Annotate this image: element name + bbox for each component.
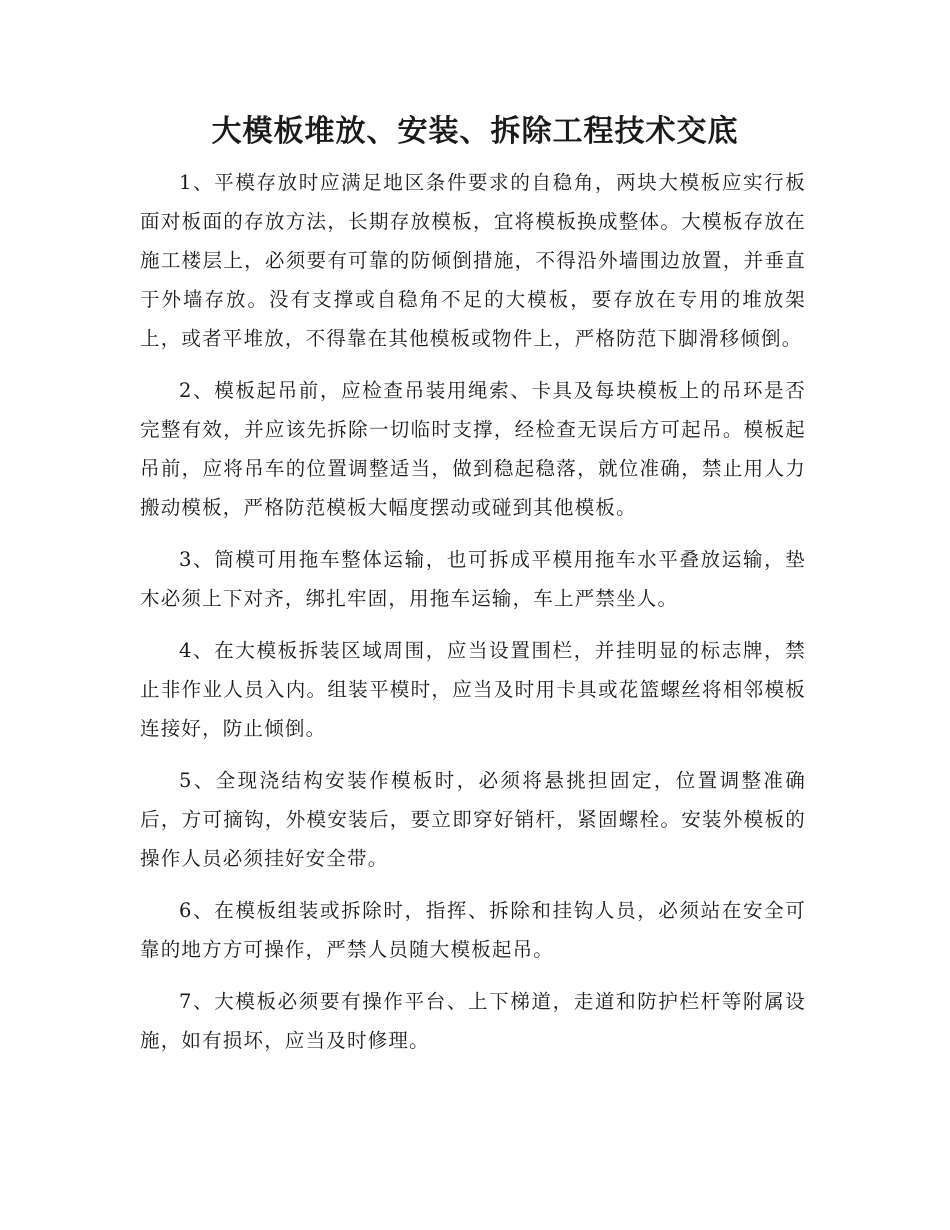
paragraph-2: 2、模板起吊前，应检查吊装用绳索、卡具及每块模板上的吊环是否完整有效，并应该先拆除一切临时支撑，经检查无误后方可起吊。模板起吊前，应将吊车的位置调整适当，做到稳起稳落，就位准确，禁止用人力搬动模板，严格防范模板大幅度摆动或碰到其他模板。: [140, 379, 806, 519]
paragraph-7: 7、大模板必须要有操作平台、上下梯道，走道和防护栏杆等附属设施，如有损坏，应当及时修理。: [140, 990, 806, 1052]
paragraph-3: 3、筒模可用拖车整体运输，也可拆成平模用拖车水平叠放运输，垫木必须上下对齐，绑扎牢固，用拖车运输，车上严禁坐人。: [140, 548, 806, 610]
paragraph-1: 1、平模存放时应满足地区条件要求的自稳角，两块大模板应实行板面对板面的存放方法，长期存放模板，宜将模板换成整体。大模板存放在施工楼层上，必须要有可靠的防倾倒措施，不得沿外墙围边放置，并垂直于外墙存放。没有支撑或自稳角不足的大模板，要存放在专用的堆放架上，或者平堆放，不得靠在其他模板或物件上，严格防范下脚滑移倾倒。: [140, 171, 806, 350]
document-body: [140, 163, 806, 1073]
paragraph-5: 5、全现浇结构安装作模板时，必须将悬挑担固定，位置调整准确后，方可摘钩，外模安装后，要立即穿好销杆，紧固螺栓。安装外模板的操作人员必须挂好安全带。: [140, 769, 806, 870]
document-title: 大模板堆放、安装、拆除工程技术交底: [211, 114, 739, 149]
paragraph-6: 6、在模板组装或拆除时，指挥、拆除和挂钩人员，必须站在安全可靠的地方方可操作，严禁人员随大模板起吊。: [140, 899, 806, 961]
paragraph-4: 4、在大模板拆装区域周围，应当设置围栏，并挂明显的标志牌，禁止非作业人员入内。组装平模时，应当及时用卡具或花篮螺丝将相邻模板连接好，防止倾倒。: [140, 639, 806, 740]
